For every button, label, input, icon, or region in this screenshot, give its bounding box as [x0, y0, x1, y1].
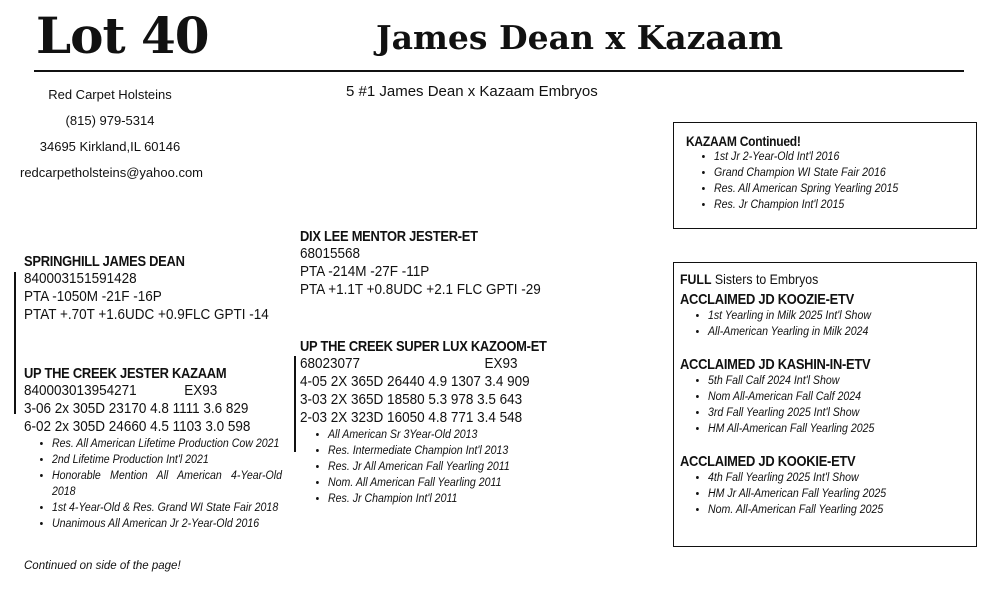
award-item: • All-American Yearling in Milk 2024 [708, 324, 947, 340]
award-item: • HM Jr All-American Fall Yearling 2025 [708, 486, 947, 502]
granddam-record: 4-05 2X 365D 26440 4.9 1307 3.4 909 [300, 373, 530, 390]
award-item: • Res. Jr All American Fall Yearling 2011 [328, 459, 541, 475]
sisters-heading-rest: Sisters to Embryos [711, 271, 819, 287]
mgs-name: DIX LEE MENTOR JESTER-ET [300, 228, 478, 245]
sire-pta: PTA -1050M -21F -16P [24, 288, 162, 305]
full-sisters-box [673, 262, 977, 547]
award-item: • Nom. All American Fall Yearling 2011 [328, 475, 541, 491]
award-item: • Unanimous All American Jr 2-Year-Old 2016 [52, 516, 291, 532]
award-item: • Nom. All-American Fall Yearling 2025 [708, 502, 947, 518]
mgs-pta: PTA -214M -27F -11P [300, 263, 430, 280]
mgs-block [300, 228, 567, 299]
dam-block [24, 365, 294, 532]
award-item: • 4th Fall Yearling 2025 Int'l Show [708, 470, 947, 486]
award-item: • 1st Jr 2-Year-Old Int'l 2016 [714, 149, 946, 165]
dam-id: 840003013954271 [24, 382, 137, 399]
sire-name: SPRINGHILL JAMES DEAN [24, 253, 185, 270]
sire-id: 840003151591428 [24, 270, 137, 287]
award-item: • Nom All-American Fall Calf 2024 [708, 389, 947, 405]
subtitle: 5 #1 James Dean x Kazaam Embryos [346, 83, 598, 100]
sister-name: ACCLAIMED JD KOOKIE-ETV [680, 453, 856, 470]
granddam-record: 2-03 2X 323D 16050 4.8 771 3.4 548 [300, 409, 523, 426]
dam-score: EX93 [184, 382, 218, 399]
kazaam-box-heading: KAZAAM Continued! [686, 133, 801, 149]
page-title: James Dean x Kazaam [376, 18, 784, 57]
sister-entry [680, 356, 968, 437]
kazaam-continued-box [673, 122, 977, 229]
sister-name: ACCLAIMED JD KASHIN-IN-ETV [680, 356, 871, 373]
sister-awards [680, 470, 968, 518]
award-item: • Res. All American Lifetime Production Cow 2021 [52, 436, 291, 452]
maternal-bracket [294, 356, 296, 452]
farm-name: Red Carpet Holsteins [48, 87, 172, 102]
sisters-heading [680, 271, 933, 287]
dam-awards [24, 436, 312, 532]
award-item: • Res. Jr Champion Int'l 2015 [714, 197, 946, 213]
header-divider [34, 70, 964, 72]
granddam-record: 3-03 2X 365D 18580 5.3 978 3.5 643 [300, 391, 523, 408]
dam-id-row [24, 382, 267, 400]
sister-awards [680, 308, 968, 340]
award-item: • Res. Jr Champion Int'l 2011 [328, 491, 541, 507]
award-item: • 1st 4-Year-Old & Res. Grand WI State Fair 2018 [52, 500, 291, 516]
award-item: • Grand Champion WI State Fair 2016 [714, 165, 946, 181]
contact-block [20, 82, 204, 186]
phone: (815) 979-5314 [65, 113, 155, 128]
award-item: • 1st Yearling in Milk 2025 Int'l Show [708, 308, 947, 324]
award-item: • Res. Intermediate Champion Int'l 2013 [328, 443, 541, 459]
mgs-id: 68015568 [300, 245, 361, 262]
granddam-id: 68023077 [300, 355, 361, 372]
sister-name: ACCLAIMED JD KOOZIE-ETV [680, 291, 854, 308]
dam-record: 3-06 2x 305D 23170 4.8 1111 3.6 829 [24, 400, 249, 417]
lot-number: Lot 40 [36, 6, 209, 65]
dam-name: UP THE CREEK JESTER KAZAAM [24, 365, 227, 382]
award-item: • 3rd Fall Yearling 2025 Int'l Show [708, 405, 947, 421]
granddam-awards [300, 427, 560, 507]
sisters-heading-bold: FULL [680, 271, 712, 287]
dam-record: 6-02 2x 305D 24660 4.5 1103 3.0 598 [24, 418, 251, 435]
sire-block [24, 253, 296, 324]
footer-note: Continued on side of the page! [24, 560, 181, 572]
granddam-score: EX93 [484, 355, 518, 372]
address: 34695 Kirkland,IL 60146 [39, 139, 181, 154]
mgs-ptat: PTA +1.1T +0.8UDC +2.1 FLC GPTI -29 [300, 281, 541, 298]
award-item: • All American Sr 3Year-Old 2013 [328, 427, 541, 443]
award-item: • Honorable Mention All American 4-Year-Old 2018 [52, 468, 282, 500]
award-item: • HM All-American Fall Yearling 2025 [708, 421, 947, 437]
award-item: • 2nd Lifetime Production Int'l 2021 [52, 452, 291, 468]
sister-entry [680, 453, 968, 518]
pedigree-bracket [14, 272, 16, 414]
granddam-block [300, 338, 560, 507]
granddam-name: UP THE CREEK SUPER LUX KAZOOM-ET [300, 338, 547, 355]
email[interactable]: redcarpetholsteins@yahoo.com [20, 165, 204, 180]
award-item: • Res. All American Spring Yearling 2015 [714, 181, 946, 197]
sister-entry [680, 291, 968, 340]
award-item: • 5th Fall Calf 2024 Int'l Show [708, 373, 947, 389]
kazaam-box-list [686, 149, 966, 213]
sire-ptat: PTAT +.70T +1.6UDC +0.9FLC GPTI -14 [24, 306, 269, 323]
granddam-id-row [300, 355, 534, 373]
sister-awards [680, 373, 968, 437]
